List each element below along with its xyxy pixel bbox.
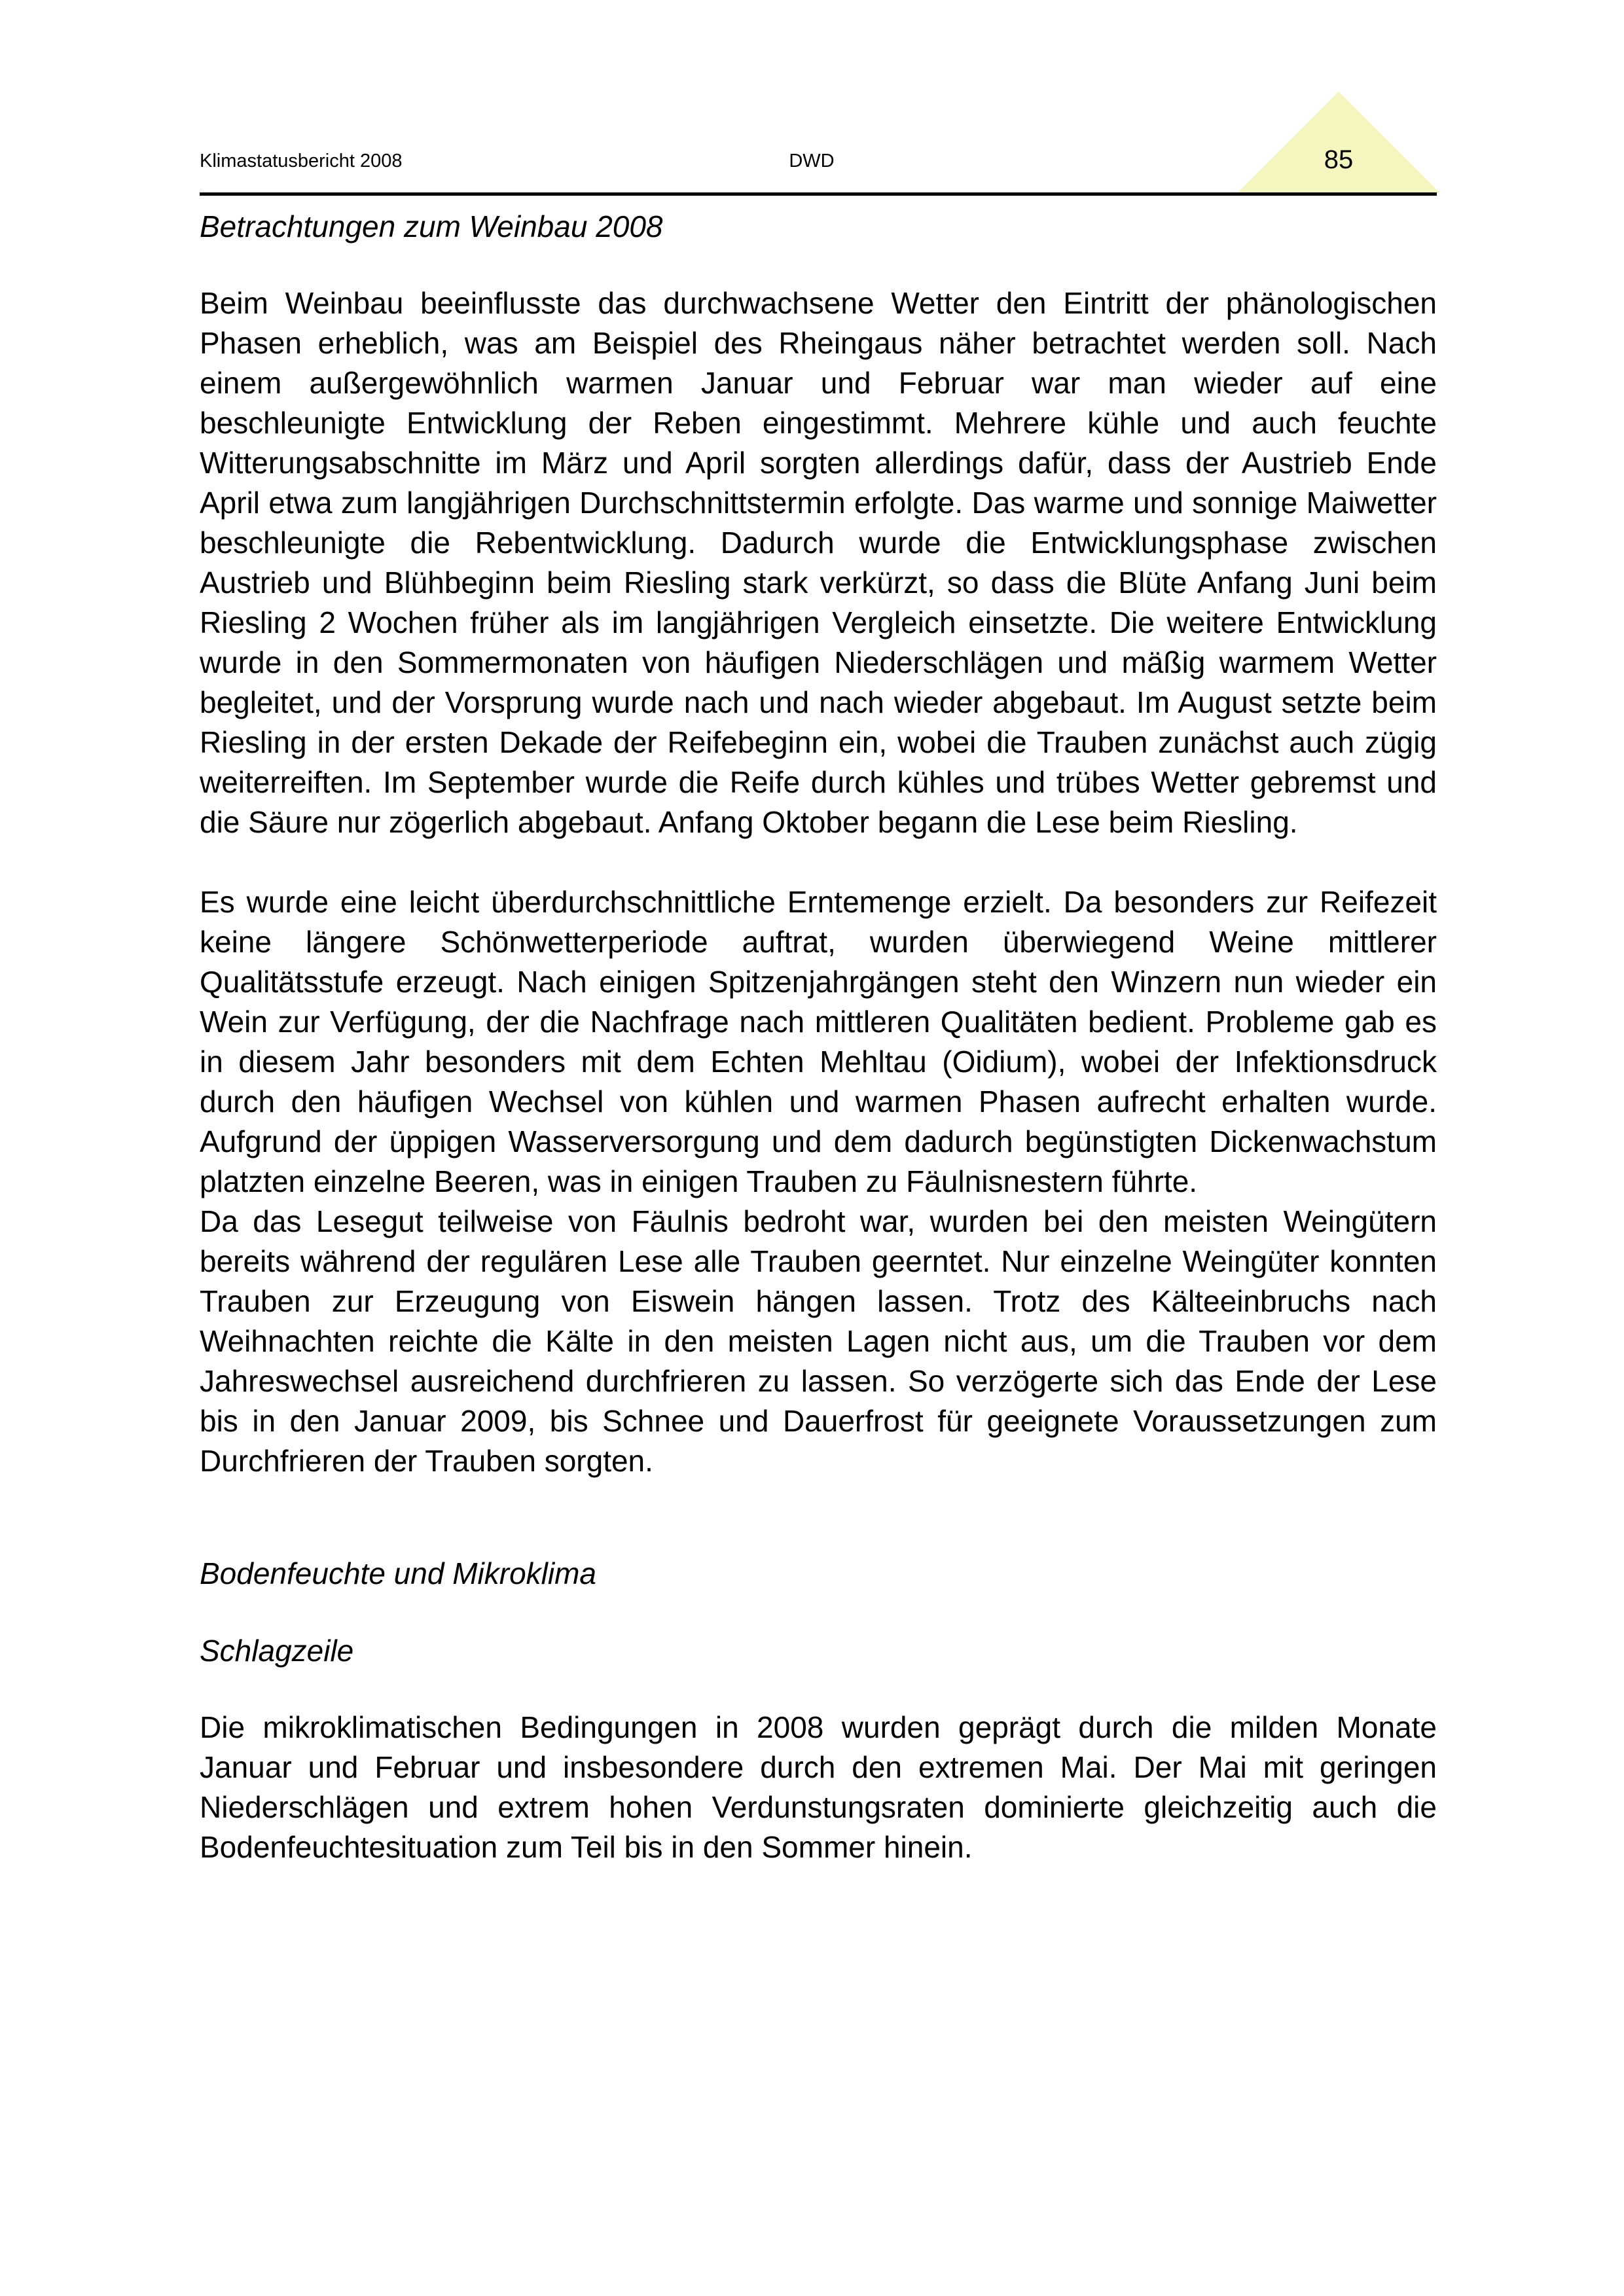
section-heading-weinbau: Betrachtungen zum Weinbau 2008 (200, 209, 663, 243)
section-heading-bodenfeuchte: Bodenfeuchte und Mikroklima (200, 1556, 596, 1590)
main-content (200, 206, 1437, 1867)
paragraph-mikroklima: Die mikroklimatischen Bedingungen in 2008 wurden geprägt durch die milden Monate Januar und Februar und insbesondere durch den extremen Mai. Der Mai mit geringen Niederschlägen und extrem hohen Verdunstungsraten dominierte gleichzeitig auch die Bodenfeuchtesituation zum Teil bis in den Sommer hinein. (200, 1710, 1437, 1864)
publisher-label: DWD (789, 151, 835, 171)
subheading-schlagzeile: Schlagzeile (200, 1634, 354, 1668)
paragraph-weinbau-1: Beim Weinbau beeinflusste das durchwachsene Wetter den Eintritt der phänologischen Phasen erheblich, was am Beispiel des Rheingaus näher betrachtet werden soll. Nach einem außergewöhnlich warmen Januar und Februar war man wieder auf eine beschleunigte Entwicklung der Reben eingestimmt. Mehrere kühle und auch feuchte Witterungsabschnitte im März und April sorgten allerdings dafür, dass der Austrieb Ende April etwa zum langjährigen Durchschnittstermin erfolgte. Das warme und sonnige Maiwetter beschleunigte die Rebentwicklung. Dadurch wurde die Entwicklungsphase zwischen Austrieb und Blühbeginn beim Riesling stark verkürzt, so dass die Blüte Anfang Juni beim Riesling 2 Wochen früher als im langjährigen Vergleich einsetzte. Die weitere Entwicklung wurde in den Sommermonaten von häufigen Niederschlägen und mäßig warmem Wetter begleitet, und der Vorsprung wurde nach und nach wieder abgebaut. Im August setzte beim Riesling in der ersten Dekade der Reifebeginn ein, wobei die Trauben zunächst auch zügig weiterreiften. Im September wurde die Reife durch kühles und trübes Wetter gebremst und die Säure nur zögerlich abgebaut. Anfang Oktober begann die Lese beim Riesling. (200, 286, 1437, 839)
report-title: Klimastatusbericht 2008 (200, 151, 403, 171)
paragraph-weinbau-2: Es wurde eine leicht überdurchschnittliche Erntemenge erzielt. Da besonders zur Reifezeit keine längere Schönwetterperiode auftrat, wurden überwiegend Weine mittlerer Qualitätsstufe erzeugt. Nach einigen Spitzenjahrgängen steht den Winzern nun wieder ein Wein zur Verfügung, der die Nachfrage nach mittleren Qualitäten bedient. Probleme gab es in diesem Jahr besonders mit dem Echten Mehltau (Oidium), wobei der Infektionsdruck durch den häufigen Wechsel von kühlen und warmen Phasen aufrecht erhalten wurde. Aufgrund der üppigen Wasserversorgung und dem dadurch begünstigten Dickenwachstum platzten einzelne Beeren, was in einigen Trauben zu Fäulnisnestern führte. (200, 885, 1437, 1198)
paragraph-weinbau-3: Da das Lesegut teilweise von Fäulnis bedroht war, wurden bei den meisten Weingütern bereits während der regulären Lese alle Trauben geerntet. Nur einzelne Weingüter konnten Trauben zur Erzeugung von Eiswein hängen lassen. Trotz des Kälteeinbruchs nach Weihnachten reichte die Kälte in den meisten Lagen nicht aus, um die Trauben vor dem Jahreswechsel ausreichend durchfrieren zu lassen. So verzögerte sich das Ende der Lese bis in den Januar 2009, bis Schnee und Dauerfrost für geeignete Voraussetzungen zum Durchfrieren der Trauben sorgten. (200, 1204, 1437, 1478)
page-header (0, 0, 1624, 196)
header-rule (200, 192, 1437, 196)
page-number-triangle (1237, 92, 1440, 193)
page-number: 85 (1324, 145, 1354, 174)
